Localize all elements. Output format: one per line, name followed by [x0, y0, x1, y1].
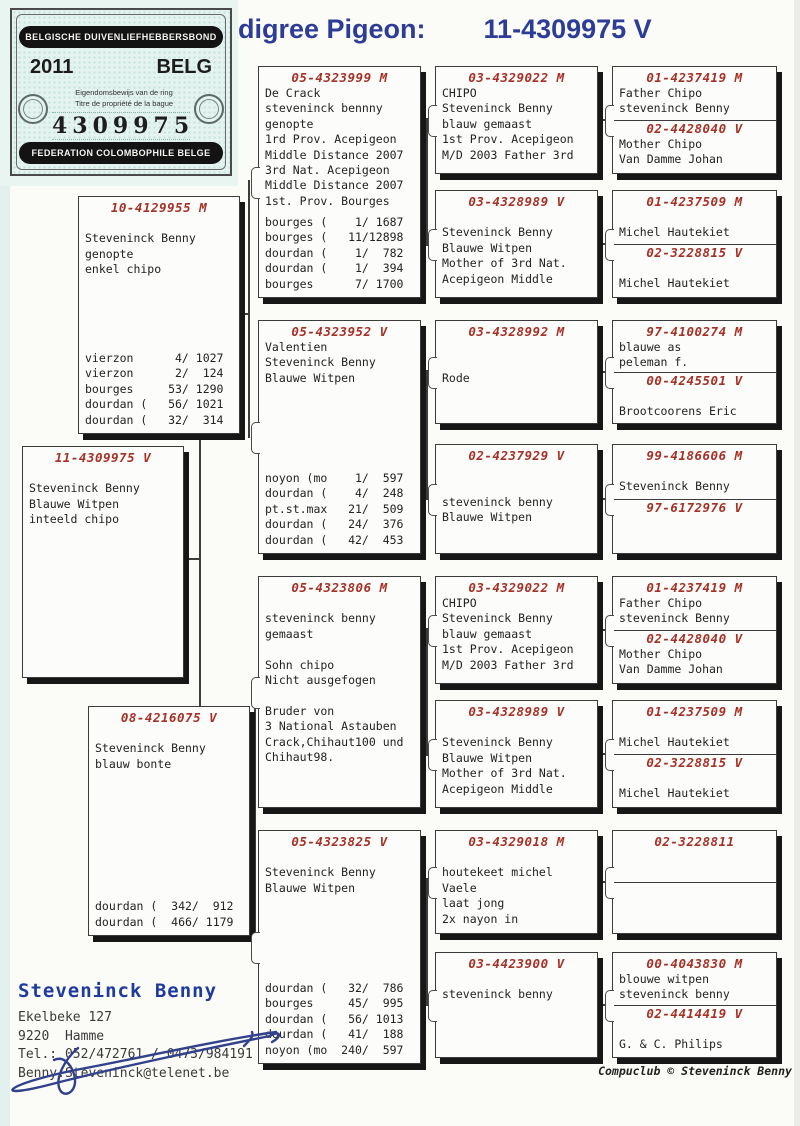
pedigree-box-gen2-3	[258, 576, 421, 808]
pedigree-line: Valentien	[265, 340, 328, 354]
ring-number: 11-4309975 V	[54, 450, 152, 465]
stamp-federation-bottom: FEDERATION COLOMBOPHILE BELGE	[19, 142, 223, 164]
pedigree-box-gen3-1	[435, 66, 598, 174]
pedigree-line	[619, 389, 770, 404]
pedigree-line: Blauwe Witpen	[442, 240, 533, 255]
pedigree-line: Sohn chipo	[265, 657, 335, 672]
pair-bottom-half	[619, 245, 770, 295]
connector-line	[421, 436, 426, 438]
pair-top-half	[619, 324, 770, 372]
pedigree-box-gen4-8	[612, 952, 777, 1058]
ring-number: 05-4323999 M	[291, 70, 388, 85]
pair-top-half	[619, 580, 770, 630]
pedigree-line: Steveninck Benny	[442, 101, 553, 116]
pedigree-line: steveninck benny	[442, 987, 553, 1002]
pedigree-line: Crack,Chihaut100 und	[265, 734, 404, 749]
pedigree-line: blouwe witpen	[619, 972, 710, 986]
pedigree-line: Steveninck Benny	[29, 481, 140, 496]
pedigree-box-gen3-2	[435, 190, 598, 298]
race-results	[265, 471, 414, 548]
pedigree-box-gen2-1	[258, 66, 421, 298]
stamp-medallion-icon	[194, 94, 224, 124]
pedigree-line: gemaast	[265, 626, 314, 641]
pedigree-line	[619, 261, 770, 276]
pedigree-notes	[619, 340, 770, 371]
ring-number: 05-4323806 M	[291, 580, 388, 595]
pedigree-line: bourges ( 1/ 1687	[265, 214, 404, 229]
pedigree-line: Michel Hautekiet	[619, 735, 730, 750]
pedigree-line: laat jong	[442, 896, 505, 911]
ring-number: 10-4129955 M	[110, 200, 208, 215]
pedigree-notes	[619, 647, 770, 678]
owner-address2: 9220 Hamme	[18, 1028, 105, 1044]
pedigree-line: genopte	[265, 116, 314, 131]
stamp-ownership-line-nl: Eigendomsbewijs van de ring	[75, 88, 173, 97]
pedigree-line: Steveninck Benny	[95, 741, 206, 756]
pedigree-line: Mother Chipo	[619, 136, 703, 151]
pedigree-line: dourdan ( 56/ 1013	[265, 1011, 404, 1026]
ring-number: 02-3228815 V	[646, 754, 743, 770]
ring-number: 03-4329022 M	[468, 580, 565, 595]
pair-top-half	[619, 70, 770, 120]
pedigree-box-gen4-7	[612, 830, 777, 934]
pedigree-notes	[619, 261, 770, 292]
pedigree-line	[442, 850, 591, 865]
pedigree-line: Michel Hautekiet	[619, 275, 730, 290]
pedigree-box-gen4-4	[612, 444, 777, 554]
ring-number: 02-4428040 V	[646, 630, 743, 646]
pedigree-line: Steveninck Benny	[442, 611, 553, 626]
pedigree-line: Blauwe Witpen	[442, 750, 533, 765]
pedigree-line: inteeld chipo	[29, 512, 120, 527]
pedigree-line: G. & C. Philips	[619, 1036, 723, 1051]
ring-number: 05-4323952 V	[291, 324, 388, 339]
pedigree-line: Steveninck Benny	[442, 735, 553, 750]
pedigree-line	[442, 972, 591, 987]
pedigree-line: Steveninck Benny	[265, 865, 376, 880]
ring-number: 00-4043830 M	[646, 956, 743, 971]
pedigree-box-gen3-5	[435, 576, 598, 684]
pedigree-line: 1st. Prov. Bourges	[265, 193, 390, 208]
pedigree-line: Mother of 3rd Nat.	[442, 256, 567, 271]
pedigree-line: blauwe as	[619, 340, 682, 354]
connector-line	[426, 878, 428, 1006]
connector-line	[421, 945, 426, 947]
pedigree-line	[265, 596, 414, 611]
pedigree-box-gen2-2	[258, 320, 421, 554]
ring-number: 01-4237509 M	[646, 704, 743, 719]
owner-address1: Ekelbeke 127	[18, 1010, 112, 1025]
pedigree-notes	[29, 466, 177, 528]
pedigree-line: Steveninck Benny	[265, 355, 376, 370]
pedigree-line	[442, 464, 591, 479]
pedigree-line: Father Chipo	[619, 596, 703, 610]
pair-bottom-half	[619, 755, 770, 805]
pair-bottom-half	[619, 121, 770, 171]
pedigree-box-gen3-6	[435, 700, 598, 808]
pedigree-line: Acepigeon Middle	[442, 781, 553, 796]
pedigree-notes	[265, 850, 414, 896]
pedigree-notes	[619, 464, 770, 495]
pedigree-line: Nicht ausgefogen	[265, 673, 376, 687]
pedigree-line: Vaele	[442, 880, 477, 895]
pedigree-line: CHIPO	[442, 596, 477, 610]
pedigree-box-gen3-8	[435, 952, 598, 1058]
pedigree-notes	[442, 340, 591, 386]
pedigree-box-gen4-1	[612, 66, 777, 174]
connector-line	[426, 628, 428, 756]
pedigree-line: dourdan ( 1/ 394	[265, 261, 404, 276]
pedigree-line	[619, 464, 770, 479]
pedigree-line: bourges 7/ 1700	[265, 276, 404, 291]
pedigree-box-gen4-2	[612, 190, 777, 298]
pedigree-box-mother	[88, 706, 250, 936]
pedigree-line: bourges ( 11/12898	[265, 230, 404, 245]
owner-email: Benny.Steveninck@telenet.be	[18, 1065, 230, 1081]
stamp-year: 2011	[30, 56, 74, 78]
pedigree-notes	[442, 464, 591, 526]
ring-number: 97-6172976 V	[646, 499, 743, 515]
pedigree-notes	[442, 720, 591, 797]
pedigree-line: dourdan ( 56/ 1021	[85, 397, 224, 412]
pedigree-box-gen3-3	[435, 320, 598, 424]
pedigree-line: pt.st.max 21/ 509	[265, 501, 404, 516]
ring-number: 99-4186606 M	[646, 448, 743, 463]
connector-line	[254, 690, 256, 948]
pedigree-notes	[619, 86, 770, 117]
connector-line	[421, 181, 426, 183]
pair-bottom-half	[619, 883, 770, 931]
pedigree-line	[619, 720, 770, 735]
footer-credit: Compuclub © Steveninck Benny	[598, 1064, 792, 1078]
pedigree-line	[442, 340, 591, 355]
ring-number: 00-4245501 V	[646, 372, 743, 388]
pedigree-line: dourdan ( 32/ 314	[85, 412, 224, 427]
ring-number: 08-4216075 V	[120, 710, 218, 725]
pedigree-line: Mother Chipo	[619, 646, 703, 661]
ring-number: 01-4237509 M	[646, 194, 743, 209]
pedigree-line: dourdan ( 466/ 1179	[95, 914, 234, 929]
pedigree-notes	[442, 850, 591, 927]
ring-number: 03-4329018 M	[468, 834, 565, 849]
connector-line	[421, 691, 426, 693]
ring-number: 03-4423900 V	[468, 956, 565, 971]
ring-number: 97-4100274 M	[646, 324, 743, 339]
pedigree-line: M/D 2003 Father 3rd	[442, 657, 574, 672]
pedigree-line: Michel Hautekiet	[619, 225, 730, 240]
pedigree-line: genopte	[85, 246, 134, 261]
pedigree-box-subject	[22, 446, 184, 678]
pedigree-line: Rode	[442, 370, 470, 385]
pedigree-line: Steveninck Benny	[619, 479, 730, 494]
pedigree-notes	[619, 883, 770, 898]
pedigree-line: 1st Prov. Acepigeon	[442, 132, 574, 147]
pedigree-line: Steveninck Benny	[85, 231, 196, 246]
pedigree-line: Steveninck Benny	[442, 225, 553, 240]
ring-number: 03-4328989 V	[468, 704, 565, 719]
pair-top-half	[619, 448, 770, 499]
stamp-federation-top: BELGISCHE DUIVENLIEFHEBBERSBOND	[19, 26, 223, 48]
race-results	[265, 215, 414, 292]
pedigree-line: Acepigeon Middle	[442, 271, 553, 286]
pedigree-notes	[619, 210, 770, 241]
pedigree-line: Middle Distance 2007	[265, 178, 404, 193]
stamp-ownership-line-fr: Titre de propriété de la bague	[74, 99, 174, 108]
pedigree-notes	[95, 726, 243, 772]
pedigree-line: Middle Distance 2007	[265, 147, 404, 162]
pedigree-line: Blauwe Witpen	[265, 370, 356, 385]
pedigree-notes	[442, 972, 591, 1003]
pedigree-line: vierzon 2/ 124	[85, 366, 224, 381]
pedigree-line: steveninck bennny	[265, 101, 383, 116]
owner-phone: Tel.: 052/472761 / 0473/984191	[18, 1047, 253, 1062]
pedigree-line: blauw gemaast	[442, 116, 533, 131]
race-results	[95, 899, 243, 930]
pedigree-line: dourdan ( 42/ 453	[265, 532, 404, 547]
pedigree-notes	[265, 86, 414, 209]
connector-line	[426, 370, 428, 500]
pedigree-notes	[619, 596, 770, 627]
pair-top-half	[619, 704, 770, 754]
pedigree-box-gen4-3	[612, 320, 777, 424]
pedigree-notes	[619, 137, 770, 168]
pedigree-line: Mother of 3rd Nat.	[442, 766, 567, 781]
pedigree-line	[95, 726, 243, 741]
pedigree-box-gen3-4	[435, 444, 598, 554]
pedigree-line: dourdan ( 4/ 248	[265, 486, 404, 501]
pedigree-line: houtekeet michel	[442, 865, 553, 880]
pedigree-line: bourges 45/ 995	[265, 996, 404, 1011]
race-results	[85, 351, 233, 428]
stamp-ring-number: 4309975	[52, 113, 195, 139]
pedigree-line: dourdan ( 1/ 782	[265, 245, 404, 260]
pedigree-notes	[619, 771, 770, 802]
pedigree-line: Blauwe Witpen	[29, 496, 120, 511]
pair-bottom-half	[619, 500, 770, 551]
pedigree-notes	[619, 516, 770, 531]
pedigree-notes	[442, 210, 591, 287]
pedigree-line: dourdan ( 32/ 786	[265, 980, 404, 995]
pedigree-line	[85, 216, 233, 231]
pedigree-line: 1rd Prov. Acepigeon	[265, 132, 397, 147]
ring-number: 02-3228815 V	[646, 244, 743, 260]
ring-number: 02-4428040 V	[646, 120, 743, 136]
pedigree-line: 3rd Nat. Acepigeon	[265, 163, 390, 178]
pedigree-line	[442, 720, 591, 735]
pair-bottom-half	[619, 373, 770, 421]
page-title	[238, 14, 652, 45]
pedigree-line: Michel Hautekiet	[619, 785, 730, 800]
connector-line	[426, 118, 428, 246]
pedigree-notes	[265, 596, 414, 765]
pedigree-line: vierzon 4/ 1027	[85, 350, 224, 365]
pedigree-line	[619, 516, 770, 531]
pair-bottom-half	[619, 631, 770, 681]
pedigree-box-gen3-7	[435, 830, 598, 934]
pedigree-line: Blauwe Witpen	[442, 510, 533, 525]
pedigree-notes	[619, 720, 770, 751]
pedigree-line: Chihaut98.	[265, 750, 335, 765]
pedigree-line: steveninck Benny	[619, 101, 730, 116]
pedigree-line: 1st Prov. Acepigeon	[442, 642, 574, 657]
pedigree-line	[442, 479, 591, 494]
pedigree-notes	[85, 216, 233, 278]
pedigree-line: enkel chipo	[85, 262, 162, 277]
pedigree-box-gen4-5	[612, 576, 777, 684]
pedigree-notes	[265, 340, 414, 386]
connector-line	[184, 558, 199, 560]
pedigree-line: Van Damme Johan	[619, 151, 723, 166]
scan-tint-right	[794, 0, 800, 1126]
pedigree-line: dourdan ( 24/ 376	[265, 517, 404, 532]
ring-number: 03-4329022 M	[468, 70, 565, 85]
pedigree-line: Father Chipo	[619, 86, 703, 100]
pedigree-line: noyon (mo 240/ 597	[265, 1042, 404, 1057]
pedigree-line	[619, 883, 770, 898]
pair-top-half	[619, 834, 770, 882]
pedigree-line	[619, 1022, 770, 1037]
page-title-text: digree Pigeon:	[238, 14, 426, 44]
ring-number: 03-4328989 V	[468, 194, 565, 209]
connector-line	[250, 819, 254, 821]
pedigree-box-father	[78, 196, 240, 434]
pedigree-line: 2x nayon in	[442, 911, 519, 926]
ring-number: 02-4237929 V	[468, 448, 565, 463]
pedigree-line: De Crack	[265, 86, 321, 100]
pedigree-line: CHIPO	[442, 86, 477, 100]
stamp-medallion-icon	[18, 94, 48, 124]
pedigree-line	[265, 688, 414, 703]
ring-number: 03-4328992 M	[468, 324, 565, 339]
owner-name: Steveninck Benny	[18, 980, 218, 1002]
pedigree-line: peleman f.	[619, 355, 689, 370]
pedigree-line: Brootcoorens Eric	[619, 403, 737, 418]
stamp-country: BELG	[156, 56, 212, 78]
pedigree-notes	[442, 86, 591, 163]
connector-line	[199, 432, 201, 708]
ring-number: 02-4414419 V	[646, 1005, 743, 1021]
pedigree-line: steveninck benny	[265, 611, 376, 626]
pedigree-line: blauw gemaast	[442, 626, 533, 641]
connector-line	[240, 313, 248, 315]
pedigree-line	[442, 210, 591, 225]
pedigree-line: steveninck benny	[619, 987, 730, 1002]
pedigree-line	[265, 642, 414, 657]
pedigree-notes	[442, 596, 591, 673]
ownership-stamp	[10, 8, 232, 176]
pedigree-line: steveninck benny	[442, 494, 553, 509]
pedigree-line	[29, 466, 177, 481]
pedigree-line: Van Damme Johan	[619, 661, 723, 676]
pedigree-line	[619, 850, 770, 865]
pedigree-notes	[619, 850, 770, 865]
pedigree-line: blauw bonte	[95, 756, 172, 771]
pedigree-notes	[619, 389, 770, 420]
ring-number: 01-4237419 M	[646, 580, 743, 595]
ring-number: 05-4323825 V	[291, 834, 388, 849]
pedigree-notes	[619, 1022, 770, 1053]
ring-number: 01-4237419 M	[646, 70, 743, 85]
pedigree-line: dourdan ( 41/ 188	[265, 1027, 404, 1042]
pedigree-line	[265, 850, 414, 865]
page-title-ring: 11-4309975 V	[483, 14, 652, 44]
pedigree-line	[619, 771, 770, 786]
pedigree-line: Blauwe Witpen	[265, 880, 356, 895]
pedigree-line	[619, 210, 770, 225]
signature	[4, 1012, 294, 1100]
pedigree-line: Bruder von	[265, 703, 335, 718]
pedigree-box-gen4-6	[612, 700, 777, 808]
connector-line	[248, 180, 250, 438]
pedigree-line	[442, 355, 591, 370]
ring-number: 02-3228811	[654, 834, 735, 849]
pedigree-line: dourdan ( 342/ 912	[95, 899, 234, 914]
pedigree-line: bourges 53/ 1290	[85, 381, 224, 396]
pedigree-notes	[619, 972, 770, 1003]
pedigree-line: 3 National Astauben	[265, 719, 397, 734]
pair-bottom-half	[619, 1006, 770, 1055]
pedigree-line: M/D 2003 Father 3rd	[442, 147, 574, 162]
pair-top-half	[619, 956, 770, 1005]
pair-top-half	[619, 194, 770, 244]
pedigree-line: noyon (mo 1/ 597	[265, 470, 404, 485]
pedigree-line: steveninck Benny	[619, 611, 730, 626]
